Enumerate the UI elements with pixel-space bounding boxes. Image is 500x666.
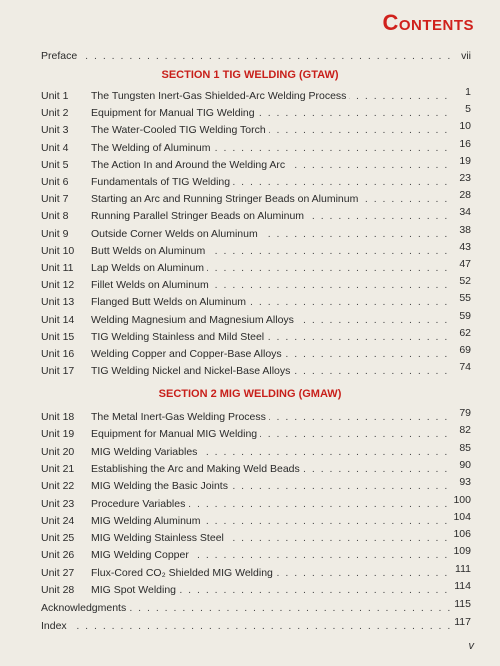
- toc-unit-label: Unit 2: [41, 107, 69, 120]
- page-title: Contents: [382, 10, 474, 35]
- toc-page-number: 19: [459, 154, 471, 167]
- toc-unit-label: Unit 17: [41, 365, 75, 378]
- toc-entry-title: Flanged Butt Welds on Aluminum: [91, 296, 249, 308]
- toc-page-number: 109: [453, 545, 471, 558]
- toc-page-number: 90: [459, 458, 471, 471]
- toc-page-number: 10: [459, 120, 471, 133]
- toc-entry-title: Equipment for Manual MIG Welding: [91, 428, 260, 440]
- toc-unit-label: Unit 13: [41, 296, 75, 309]
- toc-unit-label: Unit 23: [41, 497, 75, 510]
- toc-row[interactable]: [41, 510, 471, 529]
- toc-entry-title: Lap Welds on Aluminum: [91, 262, 207, 274]
- toc-entry-title: Running Parallel Stringer Beads on Aluminum: [91, 210, 307, 222]
- toc-unit-label: Unit 16: [41, 348, 75, 360]
- toc-unit-label: Unit 11: [41, 262, 74, 274]
- toc-page-number: 16: [459, 137, 471, 150]
- toc-unit-label: Unit 3: [41, 124, 69, 137]
- toc-page-number: 111: [455, 562, 471, 575]
- toc-page-number: 106: [453, 528, 471, 541]
- toc-entry-title: TIG Welding Nickel and Nickel-Base Alloys: [91, 365, 293, 377]
- toc-entry-title: Welding Magnesium and Magnesium Alloys: [91, 314, 297, 326]
- toc-row[interactable]: [41, 88, 471, 104]
- toc-unit-label: Unit 6: [41, 176, 69, 188]
- toc-page-number: 85: [459, 441, 471, 454]
- toc-entry-title: MIG Welding the Basic Joints: [91, 480, 231, 492]
- toc-page-number: 100: [453, 493, 471, 506]
- toc-page-number: 5: [465, 103, 471, 116]
- toc-page-number: 28: [459, 189, 471, 202]
- toc-page-number: 117: [454, 616, 471, 628]
- toc-row[interactable]: [41, 458, 471, 477]
- toc-row-preface[interactable]: [41, 48, 471, 64]
- toc-page-number: 115: [454, 598, 471, 610]
- toc-entry-title: Outside Corner Welds on Aluminum: [91, 228, 261, 240]
- toc-page-number: 55: [459, 292, 471, 305]
- toc-entry-title: Butt Welds on Aluminum: [91, 245, 208, 257]
- toc-row[interactable]: [41, 562, 471, 581]
- toc-page-number: 62: [459, 326, 471, 339]
- toc-row[interactable]: [41, 409, 471, 425]
- toc-unit-label: Unit 7: [41, 193, 69, 206]
- toc-entry-title: Fundamentals of TIG Welding: [91, 176, 233, 188]
- toc-page-number: 104: [453, 510, 471, 523]
- toc-row[interactable]: [41, 223, 471, 242]
- toc-row[interactable]: [41, 122, 471, 138]
- toc-row[interactable]: [41, 363, 471, 379]
- toc-row[interactable]: [41, 174, 471, 190]
- toc-page-number: 82: [459, 424, 471, 437]
- toc-entry-title: MIG Spot Welding: [91, 584, 179, 596]
- toc-unit-label: Unit 24: [41, 514, 75, 527]
- toc-page-number: 34: [459, 206, 471, 219]
- toc-row[interactable]: [41, 493, 471, 512]
- toc-unit-label: Unit 8: [41, 210, 69, 223]
- toc-page-number: vii: [461, 50, 471, 62]
- toc-entry-title: The Water-Cooled TIG Welding Torch: [91, 124, 269, 136]
- toc-row[interactable]: [41, 478, 471, 494]
- toc-entry-title: Equipment for Manual TIG Welding: [91, 107, 258, 119]
- toc-unit-label: Unit 10: [41, 244, 75, 257]
- toc-row[interactable]: [41, 240, 471, 259]
- toc-row[interactable]: [41, 260, 471, 276]
- toc-entry-title: Welding Copper and Copper-Base Alloys: [91, 348, 285, 360]
- toc-row[interactable]: [41, 582, 471, 598]
- toc-page-number: 1: [465, 86, 471, 98]
- toc-page-number: 79: [459, 407, 471, 419]
- toc-entry-title: Starting an Arc and Running Stringer Beads on Aluminum: [91, 193, 361, 205]
- toc-entry-title: Fillet Welds on Aluminum: [91, 279, 212, 291]
- toc-row[interactable]: [41, 137, 471, 156]
- toc-unit-label: Unit 19: [41, 428, 75, 441]
- toc-row[interactable]: [41, 191, 471, 207]
- toc-page-number: 52: [459, 275, 471, 288]
- toc-row[interactable]: [41, 326, 471, 345]
- toc-entry-title: Procedure Variables: [91, 498, 188, 510]
- toc-row[interactable]: [41, 154, 471, 173]
- toc-entry-title: Flux-Cored CO₂ Shielded MIG Welding: [91, 567, 276, 579]
- toc-row[interactable]: [41, 309, 471, 328]
- toc-entry-title: The Action In and Around the Welding Arc: [91, 159, 288, 171]
- toc-row[interactable]: [41, 600, 471, 616]
- toc-page-number: 43: [459, 240, 471, 253]
- toc-entry-title: MIG Welding Copper: [91, 549, 192, 561]
- toc-unit-label: Unit 27: [41, 566, 75, 579]
- toc-entry-title: The Welding of Aluminum: [91, 142, 213, 154]
- toc-entry-title: Acknowledgments: [41, 602, 129, 614]
- toc-row[interactable]: [41, 547, 471, 563]
- toc-page-number: 47: [459, 258, 471, 270]
- toc-unit-label: Unit 22: [41, 480, 75, 493]
- toc-entry-title: The Tungsten Inert-Gas Shielded-Arc Welding Process: [91, 90, 349, 102]
- toc-entry-title: Preface: [41, 50, 80, 62]
- section-heading-1: SECTION 1 TIG WELDING (GTAW): [161, 69, 339, 81]
- toc-row[interactable]: [41, 105, 471, 121]
- toc-row[interactable]: [41, 208, 471, 224]
- toc-unit-label: Unit 28: [41, 584, 75, 596]
- toc-page-number: 74: [459, 361, 471, 374]
- toc-page-number: 59: [459, 309, 471, 322]
- toc-row[interactable]: [41, 426, 471, 442]
- toc-row[interactable]: [41, 294, 471, 310]
- toc-unit-label: Unit 4: [41, 141, 69, 154]
- toc-unit-label: Unit 5: [41, 158, 69, 171]
- toc-unit-label: Unit 1: [41, 90, 69, 102]
- toc-entry-title: TIG Welding Stainless and Mild Steel: [91, 331, 267, 343]
- toc-unit-label: Unit 25: [41, 532, 75, 545]
- toc-entry-title: Establishing the Arc and Making Weld Beads: [91, 463, 303, 475]
- toc-page-number: 114: [454, 580, 471, 592]
- toc-unit-label: Unit 26: [41, 549, 75, 562]
- toc-row[interactable]: [41, 346, 471, 362]
- toc-entry-title: Index: [41, 620, 70, 632]
- toc-unit-label: Unit 12: [41, 279, 75, 292]
- toc-page-number: 23: [459, 172, 471, 184]
- toc-entry-title: The Metal Inert-Gas Welding Process: [91, 411, 269, 423]
- page-number-footer: v: [468, 640, 474, 652]
- toc-unit-label: Unit 15: [41, 330, 75, 343]
- toc-row[interactable]: [41, 530, 471, 546]
- toc-entry-title: MIG Welding Stainless Steel: [91, 532, 227, 544]
- toc-page-number: 93: [459, 476, 471, 489]
- toc-unit-label: Unit 21: [41, 462, 75, 475]
- toc-page-number: 69: [459, 344, 471, 356]
- toc-unit-label: Unit 18: [41, 411, 75, 423]
- toc-entry-title: MIG Welding Aluminum: [91, 515, 204, 527]
- toc-row[interactable]: [41, 618, 471, 634]
- section-heading-2: SECTION 2 MIG WELDING (GMAW): [158, 388, 342, 400]
- toc-page-number: 38: [459, 223, 471, 236]
- toc-unit-label: Unit 14: [41, 313, 75, 326]
- toc-unit-label: Unit 20: [41, 445, 75, 458]
- toc-row[interactable]: [41, 277, 471, 293]
- toc-unit-label: Unit 9: [41, 227, 69, 240]
- toc-entry-title: MIG Welding Variables: [91, 446, 200, 458]
- toc-row[interactable]: [41, 441, 471, 460]
